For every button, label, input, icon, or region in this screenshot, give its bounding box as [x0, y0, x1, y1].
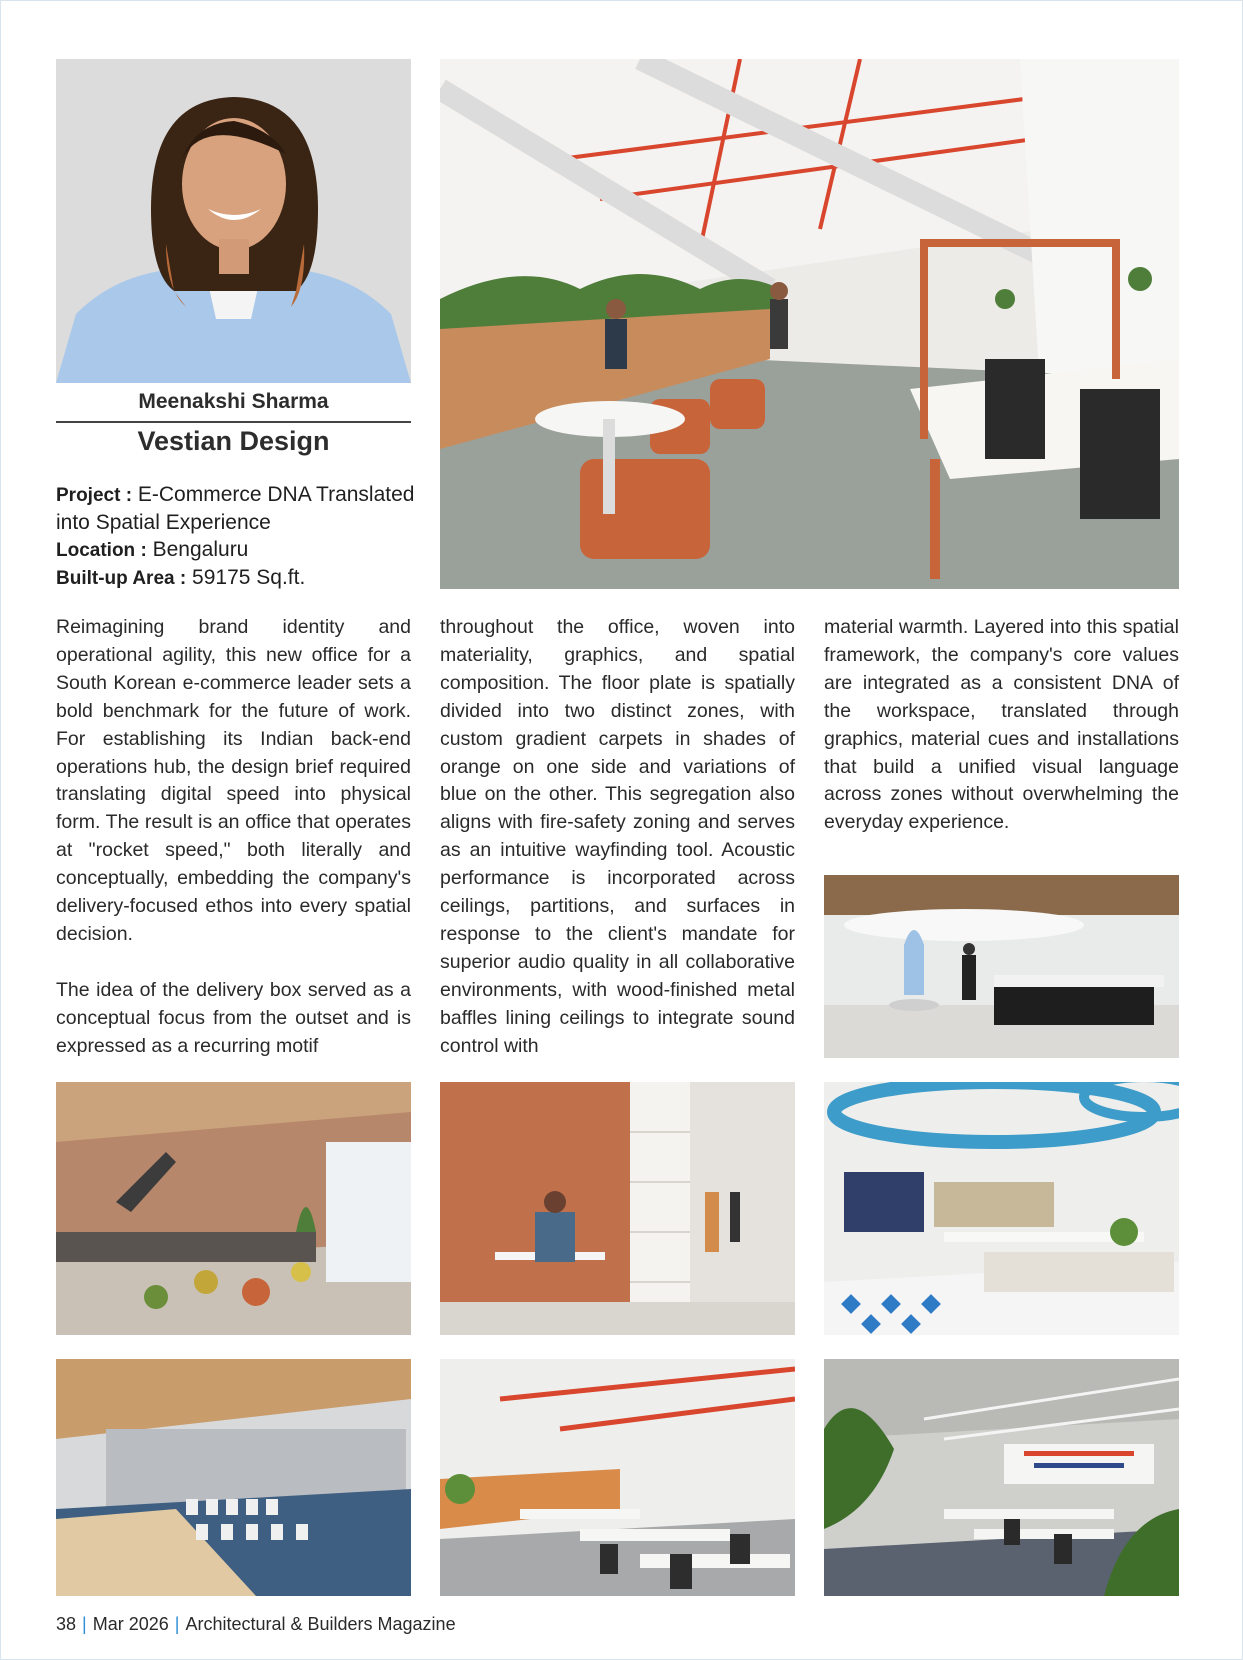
project-value: E-Commerce DNA Translated into Spatial Experience: [56, 483, 415, 534]
issue-date: Mar 2026: [92, 1614, 169, 1634]
article-col1-paragraph-2: The idea of the delivery box served as a conceptual focus from the outset and is expressed as a recurring motif: [56, 978, 411, 1057]
location-value: Bengaluru: [152, 538, 249, 561]
project-info: [56, 481, 436, 592]
article-column-1: [56, 614, 411, 1060]
magazine-name: Architectural & Builders Magazine: [185, 1614, 456, 1634]
area-label: Built-up Area :: [56, 568, 187, 589]
reception-rocket-photo: [824, 875, 1179, 1058]
phone-booth-photo: [440, 1082, 795, 1335]
article-col1-paragraph-1: Reimagining brand identity and operational agility, this new office for a South Korean e-commerce leader sets a bold benchmark for the future of work. For establishing its Indian back-end operations hub, the design brief required translating digital speed into physical form. The result is an office that operates at "rocket speed," both literally and conceptually, embedding the company's delivery-focused ethos into every spatial decision.: [56, 616, 411, 945]
training-room-photo: [56, 1359, 411, 1596]
divider: [56, 421, 411, 423]
location-label: Location :: [56, 540, 147, 561]
firm-name: Vestian Design: [137, 426, 330, 456]
cafeteria-photo: [824, 1082, 1179, 1335]
article-column-3: [824, 614, 1179, 837]
footer-separator: |: [174, 1614, 180, 1634]
page-number: 38: [56, 1614, 77, 1634]
article-col3-paragraph: material warmth. Layered into this spatial framework, the company's core values are integrated as a consistent DNA of the workspace, translated through graphics, material cues and installations that build a unified visual language across zones without overwhelming the everyday experience.: [824, 616, 1179, 834]
breakout-rocket-photo: [56, 1082, 411, 1335]
area-value: 59175 Sq.ft.: [192, 566, 306, 589]
portrait-photo: [56, 59, 411, 383]
page-footer: [56, 1614, 456, 1635]
area-line: [56, 564, 436, 592]
location-line: [56, 536, 436, 564]
workstation-green-photo: [824, 1359, 1179, 1596]
article-column-2: [440, 614, 795, 1061]
workstation-orange-photo: [440, 1359, 795, 1596]
article-col2-paragraph: throughout the office, woven into materiality, graphics, and spatial composition. The floor plate is spatially divided into two distinct zones, with custom gradient carpets in shades of orange on one side and variations of blue on the other. This segregation also aligns with fire-safety zoning and serves as an intuitive wayfinding tool. Acoustic performance is incorporated across ceilings, partitions, and surfaces in response to the client's mandate for superior audio quality in all collaborative environments, with wood-finished metal baffles lining ceilings to integrate sound control with: [440, 616, 795, 1057]
hero-office-photo: [440, 59, 1179, 589]
designer-name: Meenakshi Sharma: [138, 390, 329, 413]
project-line: [56, 481, 436, 536]
footer-separator: |: [82, 1614, 87, 1634]
project-label: Project :: [56, 485, 133, 506]
